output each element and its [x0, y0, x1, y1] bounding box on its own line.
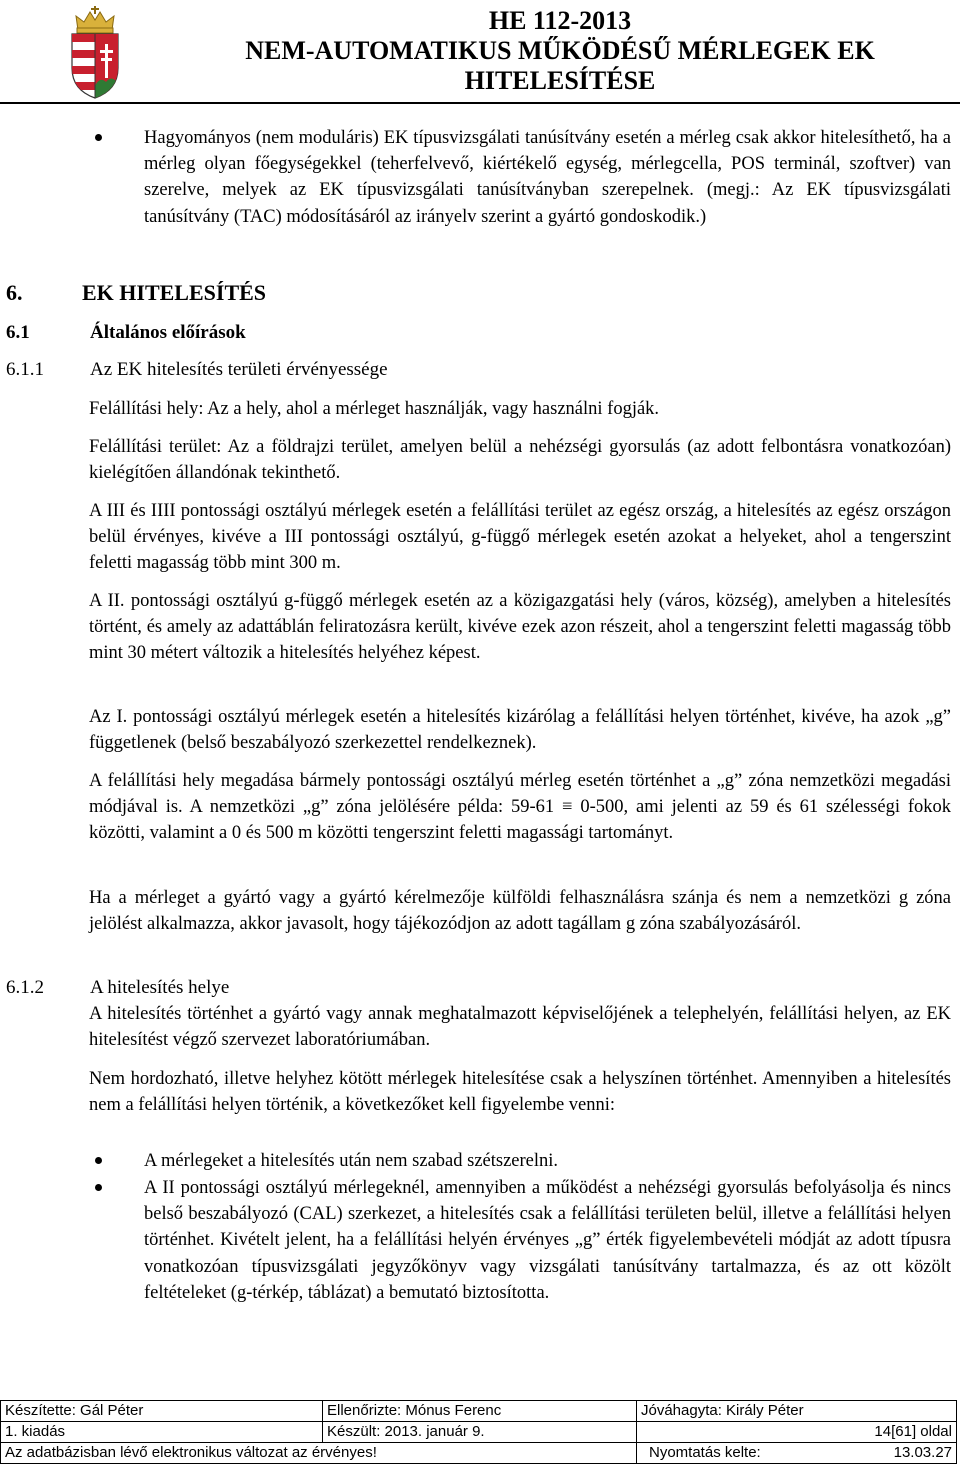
document-title	[160, 6, 960, 96]
title-code: HE 112-2013	[488, 6, 632, 35]
paragraph: Ha a mérleget a gyártó vagy a gyártó kérelmezője külföldi felhasználásra szánja és nem a nemzetközi g zóna jelölést alkalmazza, akkor javasolt, hogy tájékozódjon az adott tagállam g zóna szabályozásáról.	[89, 888, 951, 935]
footer-table	[0, 1400, 957, 1464]
list-item: A mérlegeket a hitelesítés után nem szabad szétszerelni.	[144, 1151, 559, 1171]
hungarian-coat-of-arms-icon	[64, 4, 126, 100]
section-6-1-1-number: 6.1.1	[6, 359, 44, 380]
paragraph: A II. pontossági osztályú g-függő mérlegek esetén az a közigazgatási hely (város, község), amelyben a hitelesítés történt, és amely az adattáblán feliratozásra került, kivéve ezek azon részeit, ahol a tengerszint feletti magasság több mint 30 métert változik a hitelesítés helyéhez képest.	[89, 591, 951, 664]
table-row	[1, 1401, 957, 1422]
section-6-title: EK HITELESÍTÉS	[82, 280, 267, 305]
section-6-1-2-heading	[6, 977, 229, 999]
edition: 1. kiadás	[1, 1422, 323, 1443]
paragraph: Az I. pontossági osztályú mérlegek esetén a hitelesítés kizárólag a felállítási helyen történhet, kivéve, ha azok „g” függetlenek (belső beszabályozó szerkezettel rendelkeznek).	[89, 707, 951, 754]
bullet-icon	[95, 1184, 102, 1191]
section-6-1-heading	[6, 322, 246, 344]
intro-bullet-text: Hagyományos (nem moduláris) EK típusvizsgálati tanúsítvány esetén a mérleg csak akkor hitelesíthető, ha a mérleg olyan főegységekkel (teherfelvevő, kiértékelő egység, mérlegcella, POS terminál, szoftver) van szerelve, melyek az EK típusvizsgálati tanúsítványban szerepelnek. (megj.: Az EK típusvizsgálati tanúsítvány (TAC) módosításáról az irányelv szerint a gyártó gondoskodik.)	[144, 128, 951, 227]
section-6-1-2-number: 6.1.2	[6, 977, 44, 998]
page-header	[0, 0, 960, 104]
page-number: 14[61] oldal	[637, 1422, 957, 1443]
validity-note-text: Az adatbázisban lévő elektronikus változat az érvényes!	[5, 1444, 377, 1461]
paragraph: Nem hordozható, illetve helyhez kötött mérlegek hitelesítése csak a helyszínen történhet. Amennyiben a hitelesítés nem a felállítási helyen történik, a következőket kell figyelembe venni:	[89, 1069, 951, 1116]
bullet-icon	[95, 134, 102, 141]
validity-note	[1, 1443, 761, 1464]
title-line-2: NEM-AUTOMATIKUS MŰKÖDÉSŰ MÉRLEGEK EK	[245, 36, 875, 65]
approved-by: Jóváhagyta: Király Péter	[637, 1401, 957, 1422]
section-6-1-1-heading	[6, 359, 388, 381]
checked-by: Ellenőrizte: Mónus Ferenc	[323, 1401, 637, 1422]
list-item: A II pontossági osztályú mérlegeknél, amennyiben a működést a nehézségi gyorsulás befolyásolja és nincs belső beszabályozó (CAL) szerkezet, a hitelesítés csak a felállítási területen belül, illetve a felállítási helyen történhet. Kivételt jelent, ha a felállítási helyén érvényes „g” érték figyelembevételi módját az adott típusra vonatkozóan típusvizsgálati jegyzőkönyv vagy vizsgálati tanúsítvány tartalmazza, és az ott közölt feltételeket (g-térkép, táblázat) a bemutató biztosította.	[144, 1178, 951, 1303]
print-date-label: Nyomtatás kelte:	[649, 1444, 761, 1461]
section-6-1-number: 6.1	[6, 322, 30, 343]
paragraph: A felállítási hely megadása bármely pontossági osztályú mérleg esetén történhet a „g” zóna nemzetközi megadási módjával is. A nemzetközi „g” zóna jelölésére példa: 59-61 ≡ 0-500, ami jelenti az 59 és 61 szélességi fokok közötti, valamint a 0 és 500 m közötti tengerszint feletti magassági tartományt.	[89, 771, 951, 844]
prepared-by: Készítette: Gál Péter	[1, 1401, 323, 1422]
section-6-1-2-title: A hitelesítés helye	[90, 977, 230, 998]
table-row	[1, 1422, 957, 1443]
bullet-icon	[95, 1157, 102, 1164]
section-6-heading	[6, 280, 266, 306]
page-footer	[0, 1400, 960, 1467]
section-6-1-1-title: Az EK hitelesítés területi érvényessége	[90, 359, 388, 380]
created-date: Készült: 2013. január 9.	[323, 1422, 637, 1443]
paragraph: Felállítási hely: Az a hely, ahol a mérleget használják, vagy használni fogják.	[89, 399, 660, 419]
section-6-1-title: Általános előírások	[90, 322, 246, 343]
paragraph: Felállítási terület: Az a földrajzi terület, amelyen belül a nehézségi gyorsulás (az adott felbontásra vonatkozóan) kielégítően állandónak tekinthető.	[89, 437, 951, 484]
paragraph: A III és IIII pontossági osztályú mérlegek esetén a felállítási terület az egész ország, a hitelesítés az egész országon belül érvényes, kivéve a III pontossági osztályú, g-függő mérlegek esetén azokat a helyeket, ahol a tengerszint feletti magasság több mint 300 m.	[89, 501, 951, 574]
section-6-number: 6.	[6, 280, 23, 305]
print-date: 13.03.27	[637, 1443, 957, 1464]
paragraph: A hitelesítés történhet a gyártó vagy annak meghatalmazott képviselőjének a telephelyén, felállítási helyen, az EK hitelesítést végző szervezet laboratóriumában.	[89, 1004, 951, 1051]
title-line-3: HITELESÍTÉSE	[464, 66, 656, 95]
table-row	[1, 1443, 957, 1464]
header-divider	[0, 102, 960, 104]
